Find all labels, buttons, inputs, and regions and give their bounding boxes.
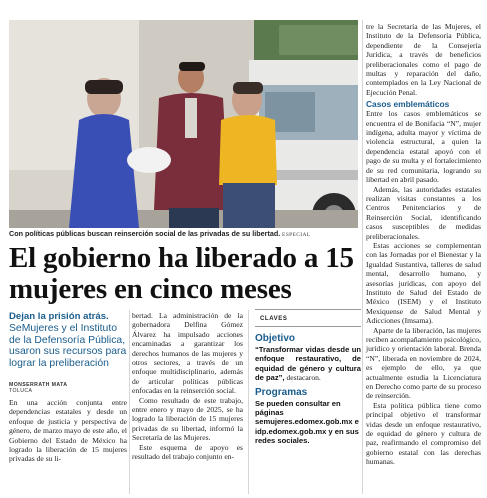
deck-text: SeMujeres y el Instituto de la Defensoría Pública, usaron sus recursos para lograr la preliberación [9,323,127,369]
objetivo-quote: “Transformar vidas desde un enfoque restaurativo, de equidad de género y cultura de paz”, [255,345,361,383]
paragraph: Esta política pública tiene como principal objetivo el transformar vidas desde un enfoque restaurativo, de equidad de género y cultura de paz, reafirmando el compromiso del gobierno estatal con las derechas humanas. [366,400,481,467]
article-column-2 [132,311,243,462]
article-column-3 [255,333,361,446]
paragraph: tre la Secretaría de las Mujeres, el Instituto de la Defensoría Pública, dependiente de la Consejería Jurídica, a través de beneficios preliberacionales como el pago de multas y reparación del daño, contemplados en la Ley Nacional de Ejecución Penal. [366,22,481,97]
claves-label: CLAVES [260,314,308,324]
paragraph: Como resultado de este trabajo, entre enero y mayo de 2025, se ha logrado la liberación de 15 mujeres privadas de su libertad, informó la Secretaría de las Mujeres. [132,395,243,443]
article-column-1 [9,398,127,464]
article-column-4 [366,22,481,467]
paragraph: Además, las autoridades estatales realizan visitas constantes a los Centros Penitenciarios y de Reinserción Social, identificando casos susceptibles de medidas preliberacionales. [366,184,481,241]
column-divider [129,310,130,494]
objetivo-text [255,345,361,383]
photo-credit: ESPECIAL [282,232,311,238]
column-divider [362,20,363,494]
sidebar-heading-objetivo: Objetivo [255,333,296,344]
paragraph: En una acción conjunta entre dependencias estatales y desde un enfoque de justicia y perspectiva de género, de marzo mayo de este año, el Gobierno del Estado de México ha logrado la liberación de 15 mujeres privadas de su li- [9,398,127,464]
programas-text: Se pueden consultar en páginas semujeres.edomex.gob.mx e idp.edomex.gob.mx y en sus redes sociales. [255,398,359,446]
paragraph: bertad. La administración de la gobernadora Delfina Gómez Álvarez ha impulsado acciones encaminadas a garantizar los derechos humanos de las mujeres y otros sectores, a través de un enfoque multidisciplinario, además de articular políticas públicas enfocadas en la reinserción social. [132,311,243,396]
objetivo-attribution: destacaron. [284,373,321,383]
deck-title: Dejan la prisión atrás. [9,311,109,322]
article-photo [9,20,358,228]
photo-caption-text: Con políticas públicas buscan reinserción social de las privadas de su libertad. [9,229,281,238]
paragraph: Este esquema de apoyo es resultado del trabajo conjunto en- [132,442,243,462]
byline [9,382,127,395]
sidebar-heading-programas: Programas [255,386,308,398]
photo-illustration [9,20,358,228]
paragraph: Aparte de la liberación, las mujeres reciben acompañamiento psicológico, jurídico y orientación laboral. Brenda “N”, liberada en noviembre de 2024, es ejemplo de ello, ya que actualmente estudia la Licenciatura en Derecho como parte de su proceso de reinserción. [366,325,481,401]
paragraph: Estas acciones se complementan con las Jornadas por el Bienestar y la Igualdad Sustantiva, talleres de salud mental, desarrollo humano, y asesorías jurídicas, con apoyo del Instituto de Salud del Estado de México (ISEM) y el Instituto Mexiquense de Salud Mental y Adicciones (Imsama). [366,240,481,326]
section-subhead: Casos emblemáticos [366,99,450,110]
photo-caption [9,229,358,240]
headline: El gobierno ha liberado a 15 mujeres en cinco meses [9,242,354,305]
byline-author: MONSERRATH MATA [9,382,68,388]
byline-place: TOLUCA [9,388,33,395]
column-divider [248,310,249,494]
paragraph: Entre los casos emblemáticos se encuentra el de Bonifacia “N”, mujer indígena, adulta mayor y víctima de violencia estructural, a quien la dependencia estatal apoyó con el pago de su multa y el fortalecimiento de su red comunitaria, logrando su libertad en abril pasado. [366,109,481,185]
